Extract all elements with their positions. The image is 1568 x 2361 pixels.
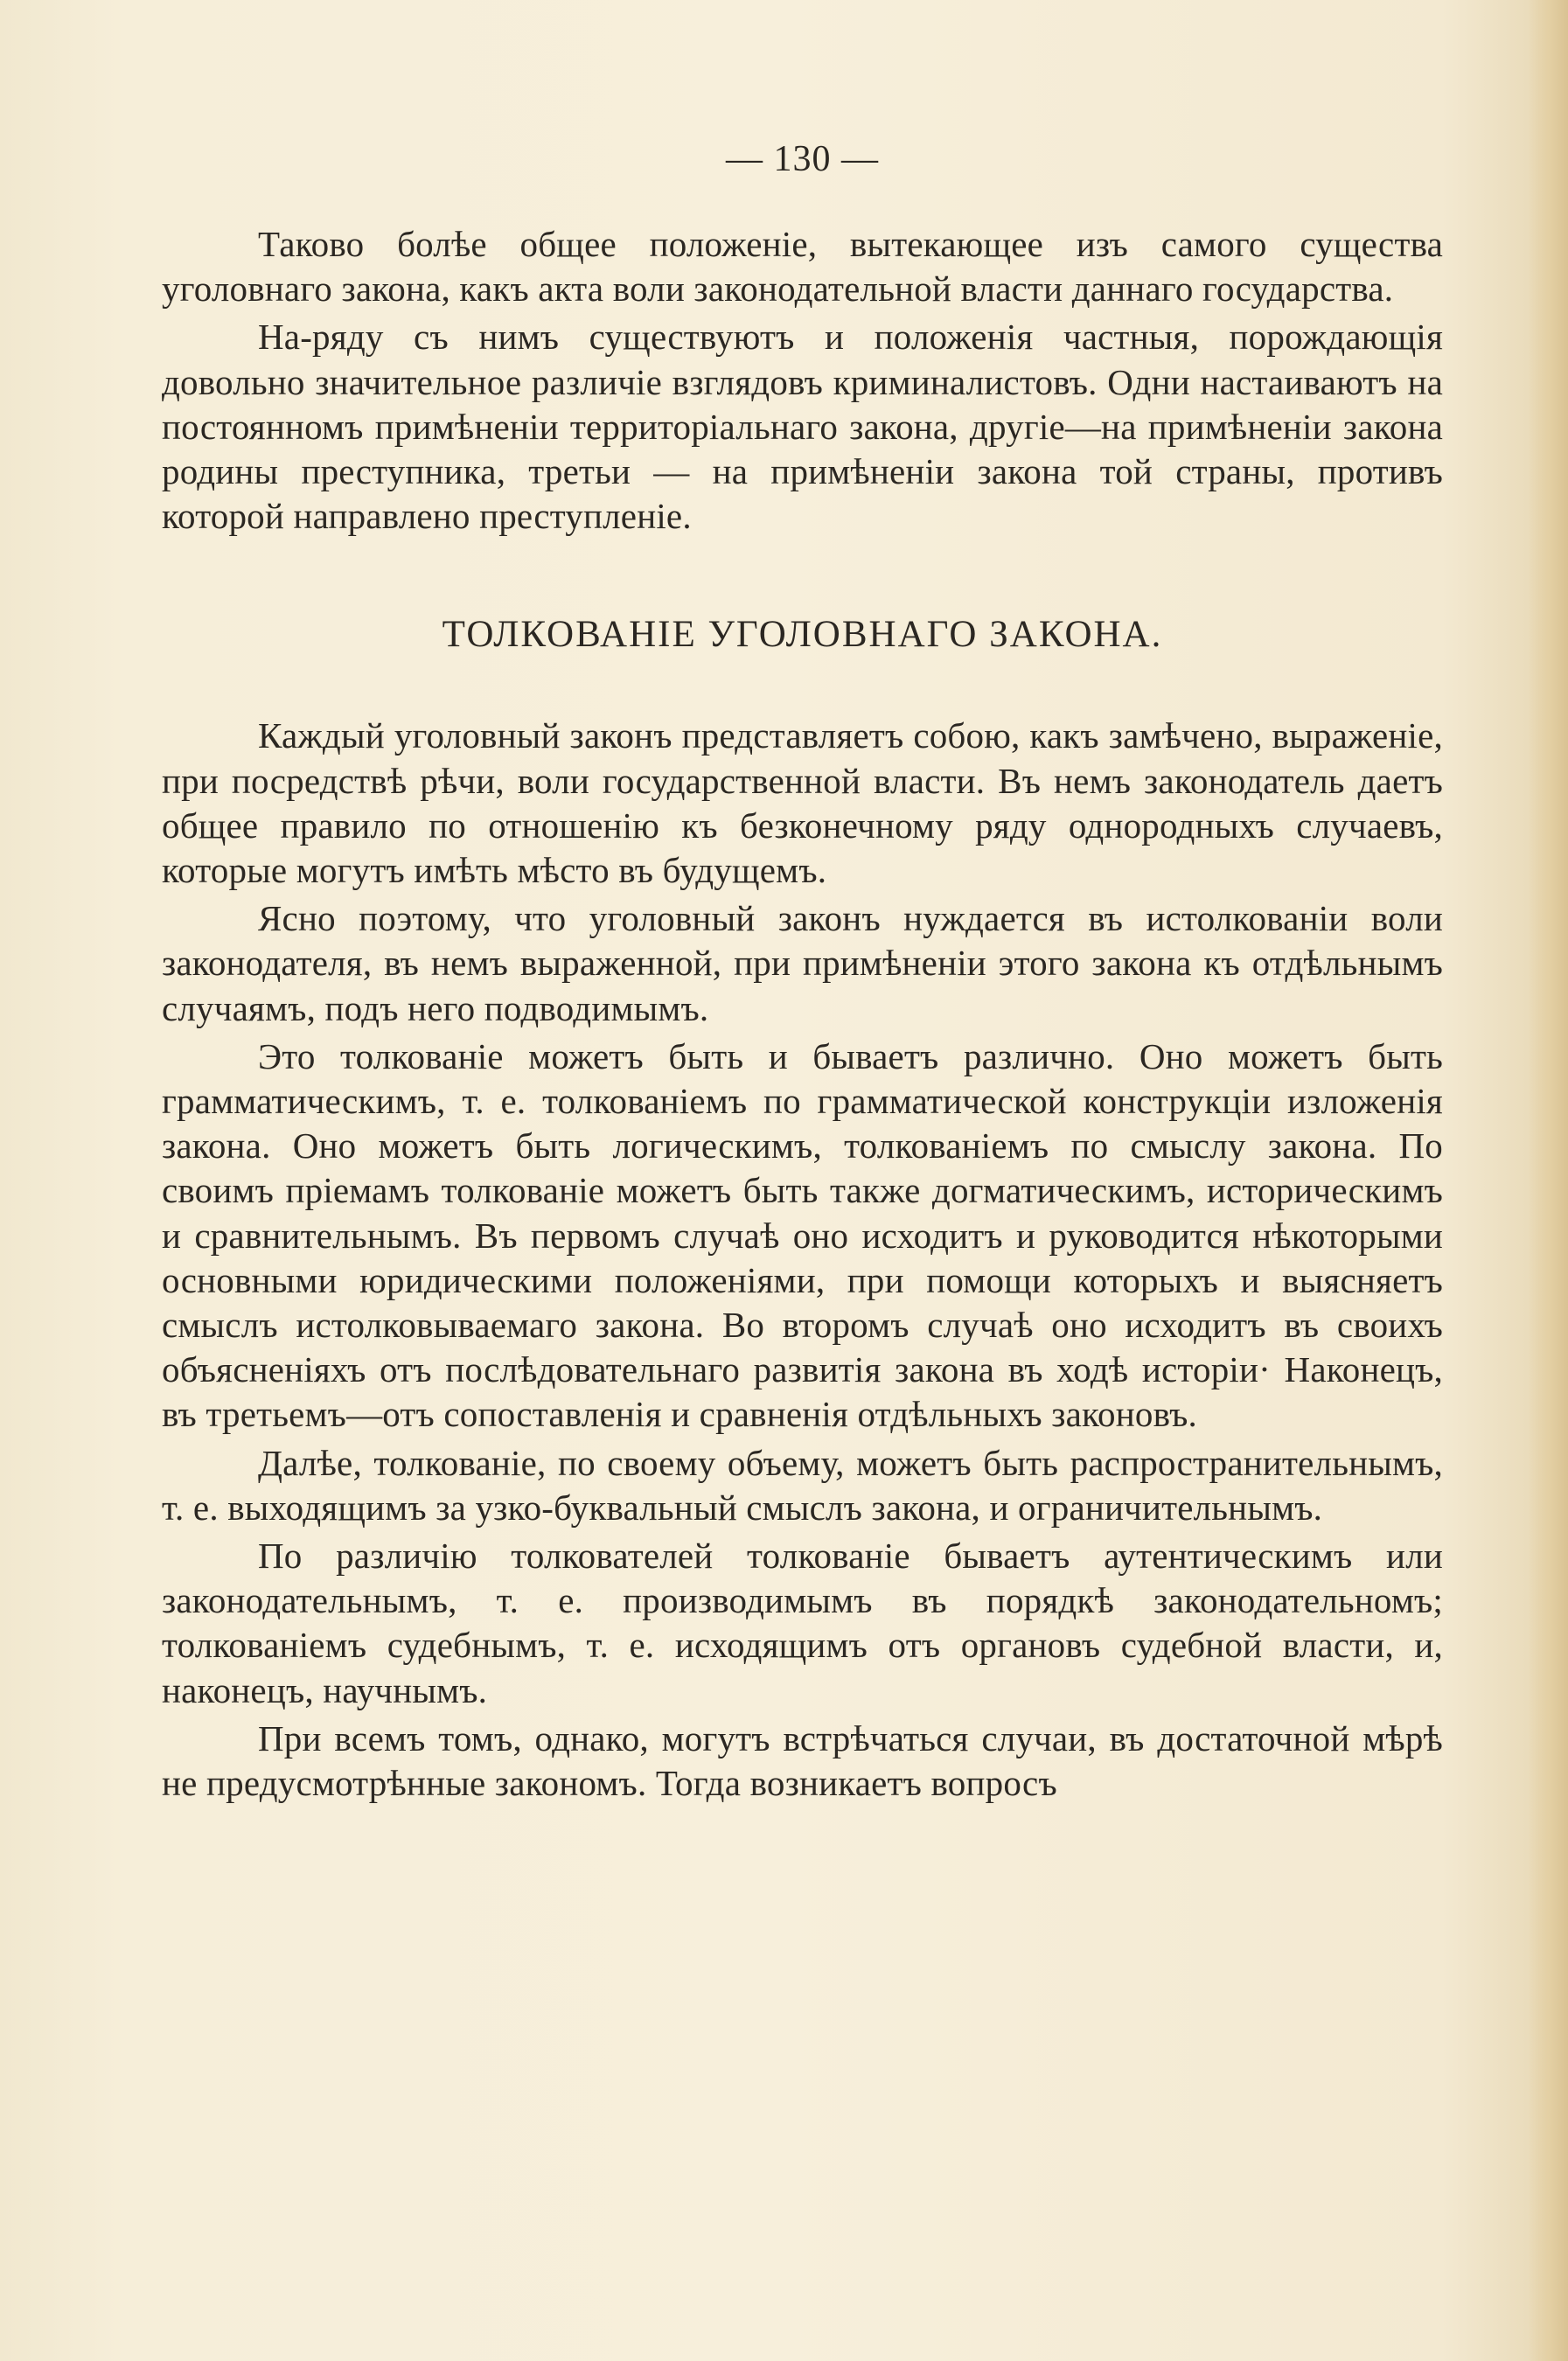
intro-paragraph: Таково болѣе общее положеніе, вытекающее изъ самого существа уголовнаго закона, какъ акта воли законодательной власти даннаго государства. (162, 224, 1443, 310)
page-number: — 130 — (726, 139, 879, 179)
section-title: ТОЛКОВАНІЕ УГОЛОВНАГО ЗАКОНА. (442, 614, 1163, 656)
intro-paragraph: На-ряду съ нимъ существуютъ и положенія частныя, порождающія довольно значительное различіе взглядовъ криминалистовъ. Одни настаиваютъ на постоянномъ примѣненіи территоріальнаго закона, другіе—на примѣненіи закона родины преступника, третьи — на примѣненіи закона той страны, противъ которой направлено преступленіе. (162, 317, 1443, 537)
section-paragraph: При всемъ томъ, однако, могутъ встрѣчаться случаи, въ достаточной мѣрѣ не предусмотрѣнные закономъ. Тогда возникаетъ вопросъ (162, 1717, 1443, 1804)
section-paragraph: Каждый уголовный законъ представляетъ собою, какъ замѣчено, выраженіе, при посредствѣ рѣчи, воли государственной власти. Въ немъ законодатель даетъ общее правило по отношенію къ безконечному ряду однородныхъ случаевъ, которые могутъ имѣть мѣсто въ будущемъ. (162, 715, 1443, 891)
section-paragraph: По различію толкователей толкованіе бываетъ аутентическимъ или законодательнымъ, т. е. производимымъ въ порядкѣ законодательномъ; толкованіемъ судебнымъ, т. е. исходящимъ отъ органовъ судебной власти, и, наконецъ, научнымъ. (162, 1536, 1443, 1710)
section-paragraph: Далѣе, толкованіе, по своему объему, можетъ быть распространительнымъ, т. е. выходящимъ за узко-буквальный смыслъ закона, и ограничительнымъ. (162, 1442, 1443, 1528)
text-block (162, 131, 1443, 1809)
page-edge (1528, 0, 1568, 2361)
section-paragraph: Это толкованіе можетъ быть и бываетъ различно. Оно можетъ быть грамматическимъ, т. е. толкованіемъ по грамматической конструкціи изложенія закона. Оно можетъ быть логическимъ, толкованіемъ по смыслу закона. По своимъ пріемамъ толкованіе можетъ быть также догматическимъ, историческимъ и сравнительнымъ. Въ первомъ случаѣ оно исходитъ и руководится нѣкоторыми основными юридическими положеніями, при помощи которыхъ и выясняетъ смыслъ истолковываемаго закона. Во второмъ случаѣ оно исходитъ въ своихъ объясненіяхъ отъ послѣдовательнаго развитія закона въ ходѣ исторіи· Наконецъ, въ третьемъ—отъ сопоставленія и сравненія отдѣльныхъ законовъ. (162, 1035, 1443, 1435)
section-paragraph: Ясно поэтому, что уголовный законъ нуждается въ истолкованіи воли законодателя, въ немъ выраженной, при примѣненіи этого закона къ отдѣльнымъ случаямъ, подъ него подводимымъ. (162, 898, 1443, 1028)
